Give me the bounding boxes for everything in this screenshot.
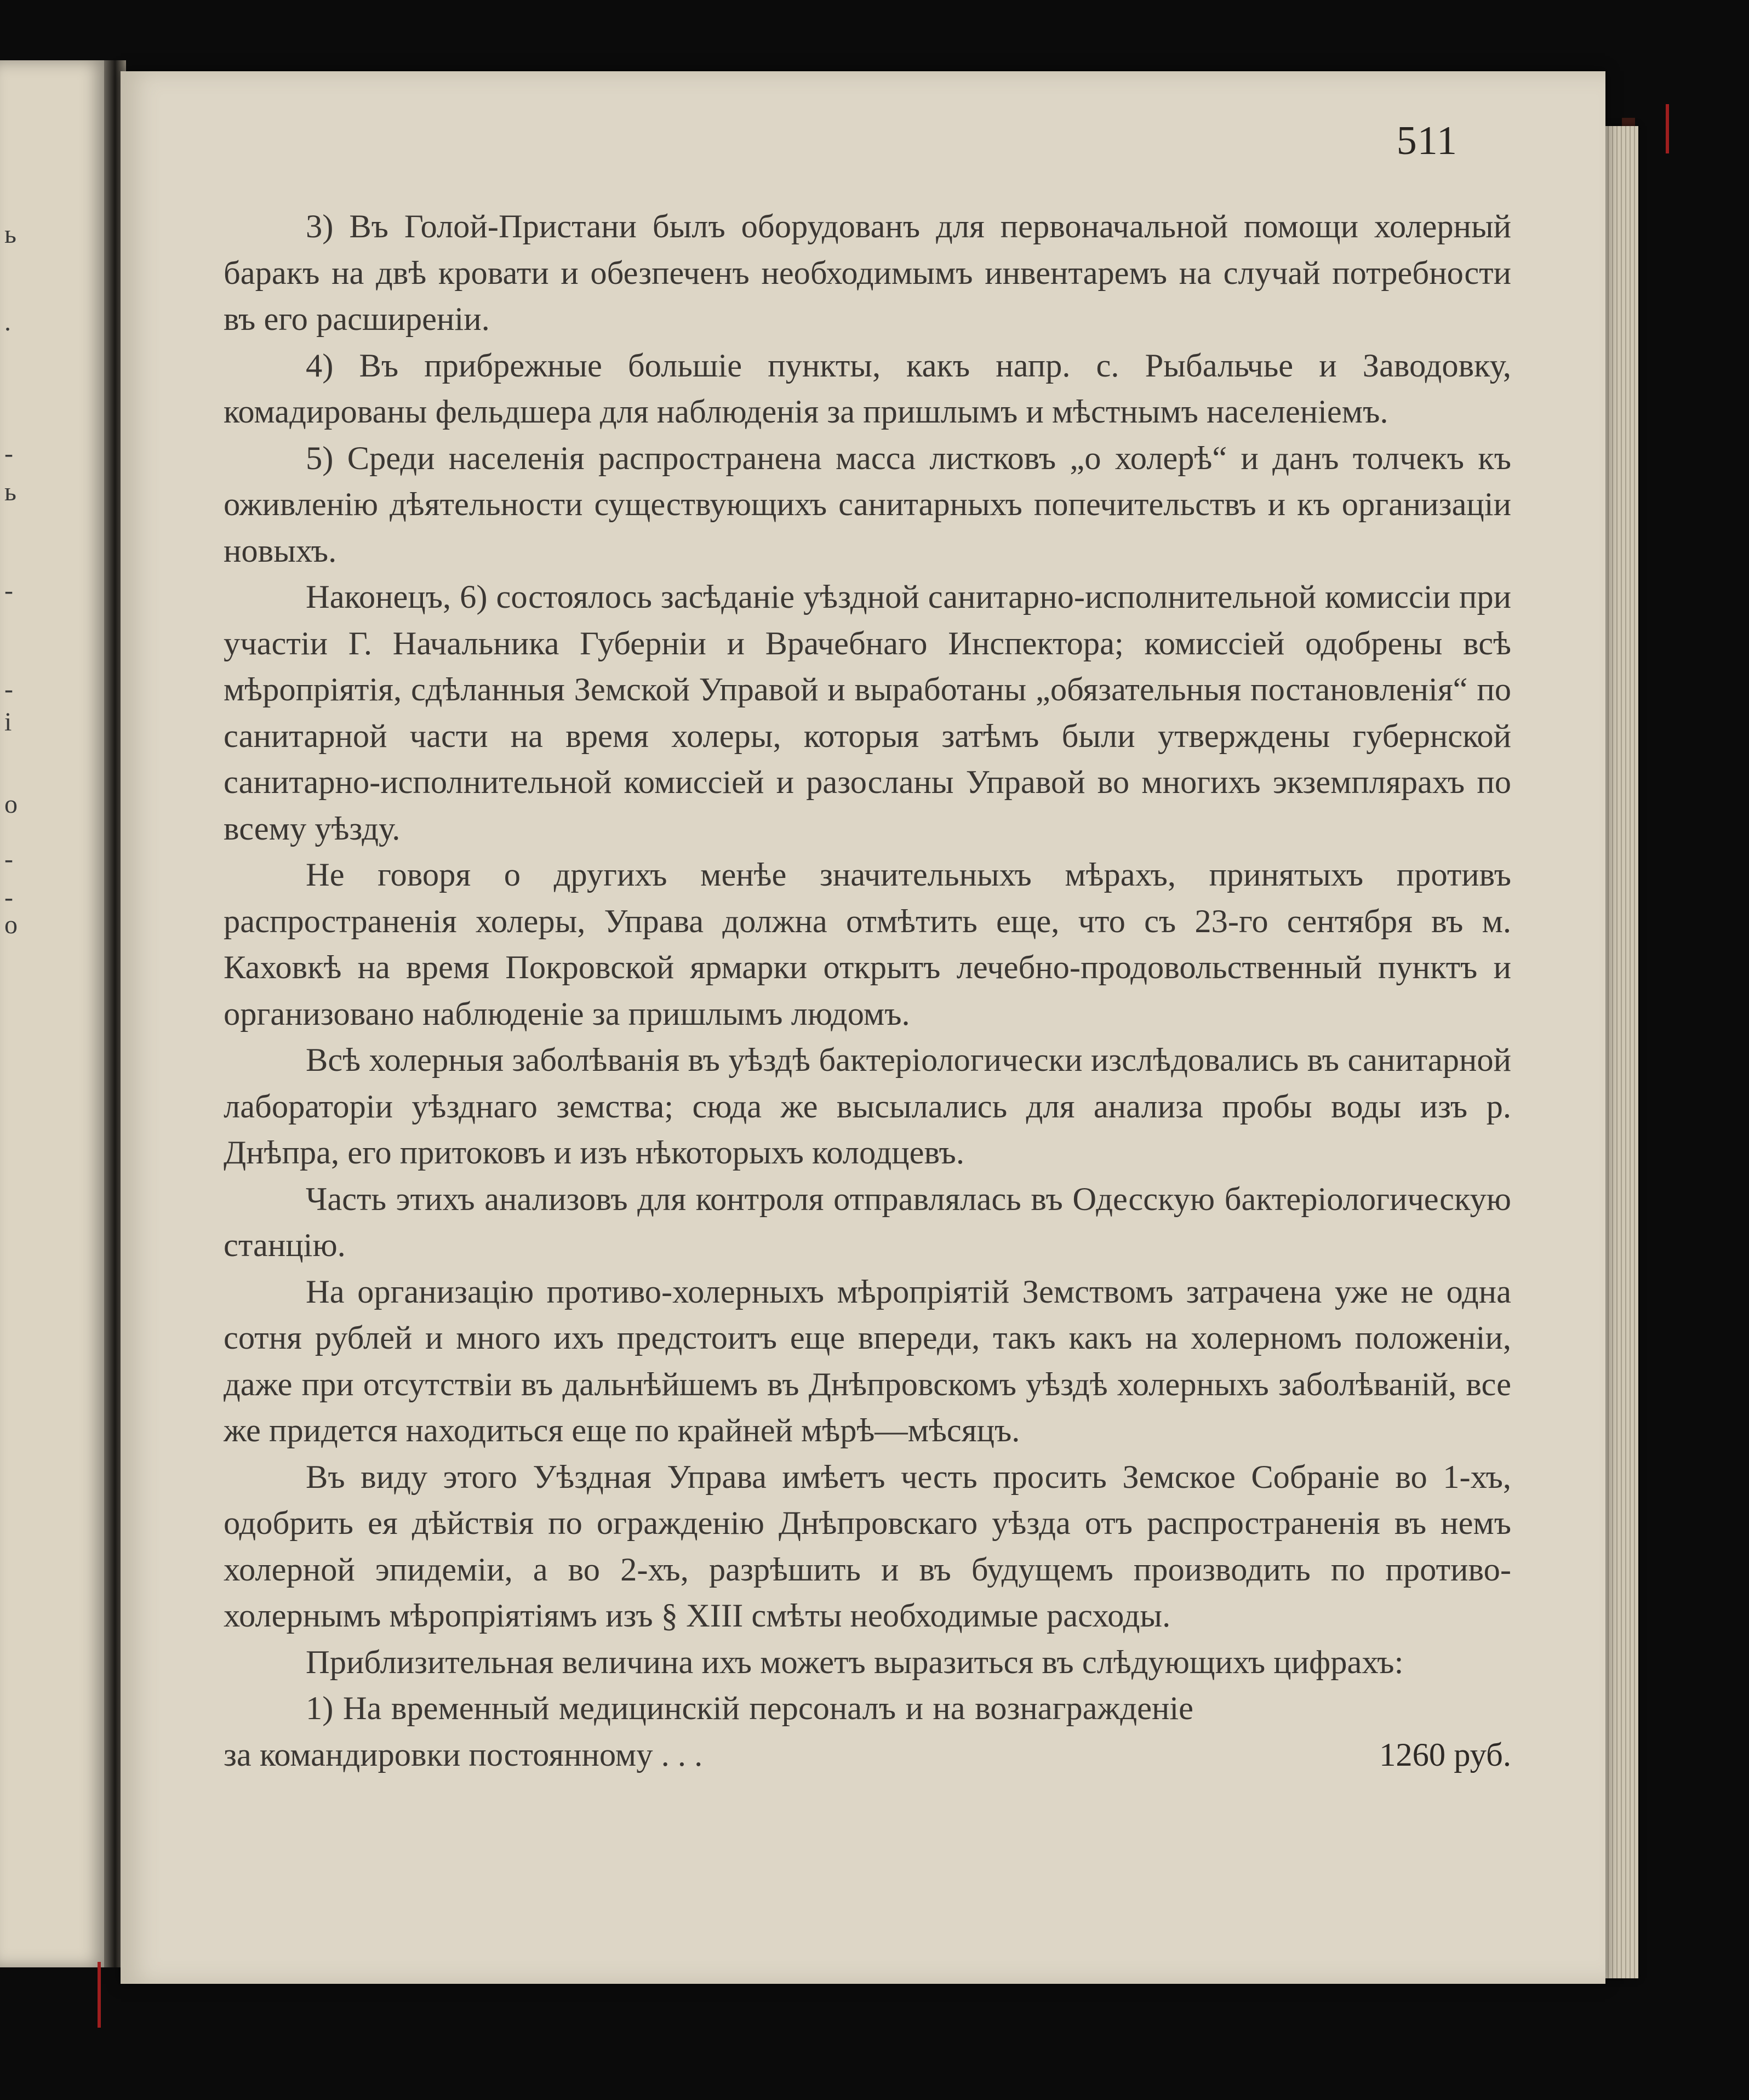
paragraph: Въ виду этого Уѣздная Управа имѣетъ честь просить Земское Собраніе во 1-хъ, одобрить ея дѣйствія по огражденію Днѣпровскаго уѣзда отъ распространенія въ немъ холерной эпидеміи, а во 2-хъ, разрѣшить и въ будущемъ производить по противо-холернымъ мѣропріятіямъ изъ § XIII смѣты необходимые расходы.	[224, 1458, 1511, 1634]
expense-item-amount: 1260 руб.	[1379, 1736, 1511, 1773]
paragraph: 3) Въ Голой-Пристани былъ оборудованъ для первоначальной помощи холерный баракъ на двѣ кровати и обезпеченъ необходимымъ инвентаремъ на случай потребности въ его расширеніи.	[224, 208, 1511, 338]
paragraph: 5) Среди населенія распространена масса листковъ „о холерѣ“ и данъ толчекъ къ оживленію дѣятельности существующихъ санитарныхъ попечительствъ и къ организаціи новыхъ.	[224, 440, 1511, 569]
left-edge-glyph: -	[4, 439, 13, 468]
left-edge-glyph: -	[4, 576, 13, 605]
paragraph: На организацію противо-холерныхъ мѣропріятій Земствомъ затрачена уже не одна сотня рублей и много ихъ предстоитъ еще впереди, такъ какъ на холерномъ положеніи, даже при отсутствіи въ дальнѣйшемъ въ Днѣпровскомъ уѣздѣ холерныхъ заболѣваній, все же придется находиться еще по крайней мѣрѣ—мѣсяцъ.	[224, 1273, 1511, 1449]
paragraph: Всѣ холерныя заболѣванія въ уѣздѣ бактеріологически изслѣдовались въ санитарной лабораторіи уѣзднаго земства; сюда же высылались для анализа пробы воды изъ р. Днѣпра, его притоковъ и изъ нѣкоторыхъ колодцевъ.	[224, 1042, 1511, 1171]
left-edge-glyph: о	[4, 790, 18, 819]
expense-item	[224, 1686, 1511, 1778]
paragraph: Наконецъ, 6) состоялось засѣданіе уѣздной санитарно-исполнительной комиссіи при участіи Г. Начальника Губерніи и Врачебнаго Инспектора; комиссіей одобрены всѣ мѣропріятія, сдѣланныя Земской Управой и выработаны „обязательныя постановленія“ по санитарной части на время холеры, которыя затѣмъ были утверждены губернской санитарно-исполнительной комиссіей и разосланы Управой во многихъ экземплярахъ по всему уѣзду.	[224, 579, 1511, 847]
paragraph: Часть этихъ анализовъ для контроля отправлялась въ Одесскую бактеріологическую станцію.	[224, 1180, 1511, 1264]
paragraph: 4) Въ прибрежные большіе пункты, какъ напр. с. Рыбальчье и Заводовку, комадированы фельдшера для наблюденія за пришлымъ и мѣстнымъ населеніемъ.	[224, 347, 1511, 430]
paragraph: Приблизительная величина ихъ можетъ выразиться въ слѣдующихъ цифрахъ:	[306, 1644, 1404, 1681]
left-edge-glyph: .	[4, 307, 11, 336]
bookmark-ribbon	[1666, 104, 1669, 153]
left-edge-glyph: -	[4, 883, 13, 912]
left-edge-glyph: і	[4, 707, 12, 737]
bookmark-ribbon	[98, 1962, 101, 2028]
left-edge-glyph: -	[4, 844, 13, 874]
expense-item-text: 1) На временный медицинскій персоналъ и на вознагражденіе за командировки постоянному . . .	[224, 1690, 1193, 1773]
page-number: 511	[1396, 118, 1458, 163]
paragraph: Не говоря о другихъ менѣе значительныхъ мѣрахъ, принятыхъ противъ распространенія холеры, Управа должна отмѣтить еще, что съ 23-го сентября въ м. Каховкѣ на время Покровской ярмарки открытъ лечебно-продовольственный пунктъ и организовано наблюденіе за пришлымъ людомъ.	[224, 857, 1511, 1032]
left-edge-glyph: -	[4, 675, 13, 704]
left-edge-glyph: ь	[4, 477, 16, 506]
page-body	[224, 204, 1511, 1778]
left-edge-glyph: о	[4, 910, 18, 939]
page-stack-edge	[1600, 126, 1638, 1978]
left-page-edge	[0, 60, 107, 1967]
book-page	[121, 71, 1605, 1984]
left-edge-glyph: ь	[4, 220, 16, 249]
